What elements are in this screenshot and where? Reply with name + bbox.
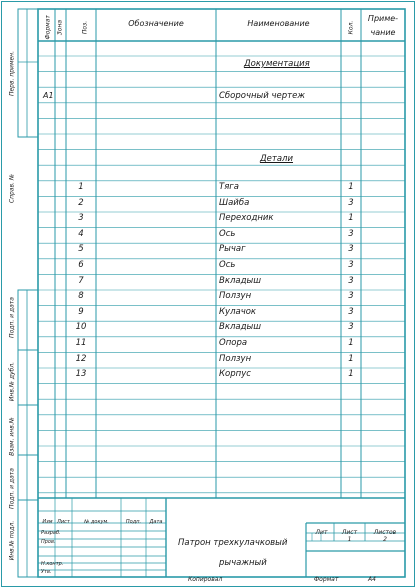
footer-format-value: А4 (368, 576, 376, 583)
label-podp-data-2: Подп. и дата (8, 468, 16, 509)
part-pos: 2 (78, 197, 84, 208)
label-perv-primen: Перв. примен. (8, 50, 16, 97)
tb-title-line2: рычажный (219, 558, 267, 568)
part-name: Ползун (219, 353, 252, 364)
tb-doc-no: № докум. (84, 519, 109, 525)
tb-sheets: Листов (373, 529, 397, 536)
header-format: Формат (44, 15, 52, 40)
part-name: Рычаг (219, 244, 246, 255)
tb-n-kontr: Н.контр. (41, 561, 64, 567)
part-pos: 7 (78, 275, 84, 286)
part-pos: 5 (78, 244, 84, 255)
header-note-line1: Приме- (367, 14, 399, 23)
label-vzam-inv: Взам. инв.№ (8, 417, 16, 456)
tb-list: Лист (57, 519, 70, 525)
part-pos: 12 (75, 353, 87, 364)
part-pos: 3 (78, 213, 84, 224)
part-name: Ось (219, 260, 236, 270)
part-name: Переходник (219, 213, 274, 224)
footer-copied: Копировал (188, 576, 223, 583)
label-podp-data-1: Подп. и дата (8, 297, 16, 338)
part-qty: 3 (348, 260, 354, 270)
header-name: Наименование (247, 19, 310, 28)
part-pos: 6 (78, 260, 84, 270)
tb-utv: Утв. (41, 569, 52, 575)
tb-data: Дата (149, 519, 163, 525)
header-note-line2: чание (370, 28, 396, 37)
label-inv-dubl: Инв.№ дубл. (8, 361, 16, 402)
footer-format: Формат (314, 576, 339, 583)
tb-title-line1: Патрон трехкулачковый (178, 538, 288, 548)
part-qty: 1 (348, 213, 354, 224)
part-name: Шайба (219, 197, 250, 208)
tb-sheet: Лист (341, 529, 358, 536)
section-details: Детали (260, 154, 293, 164)
part-name: Опора (219, 338, 248, 348)
part-pos: 1 (78, 182, 84, 192)
part-pos: 11 (75, 338, 87, 348)
part-name: Ось (219, 228, 236, 239)
part-name: Корпус (219, 369, 251, 380)
header-qty: Кол. (347, 20, 355, 35)
part-qty: 3 (348, 197, 354, 208)
part-qty: 3 (348, 228, 354, 239)
part-qty: 1 (348, 369, 354, 380)
part-name: Вкладыш (219, 275, 261, 286)
part-name: Вкладыш (219, 322, 261, 333)
tb-izm: Изм (42, 519, 53, 525)
part-pos: 8 (78, 291, 84, 302)
part-name: Ползун (219, 291, 252, 302)
header-pos: Поз. (81, 20, 89, 35)
part-name: Тяга (219, 182, 239, 192)
part-qty: 3 (348, 275, 354, 286)
label-inv-podl: Инв.№ подл. (8, 520, 16, 561)
part-qty: 1 (348, 338, 354, 348)
tb-sheets-value: 2 (383, 536, 387, 543)
doc-format: A1 (43, 91, 54, 100)
tb-lit: Лит (315, 529, 328, 536)
section-documentation: Документация (244, 59, 310, 69)
label-sprav-no: Справ. № (8, 173, 16, 204)
part-qty: 3 (348, 291, 354, 302)
part-name: Кулачок (219, 306, 257, 317)
header-zone: Зона (56, 19, 64, 36)
doc-name: Сборочный чертеж (219, 91, 305, 101)
part-pos: 9 (78, 306, 84, 317)
part-qty: 3 (348, 244, 354, 255)
tb-podp: Подп. (125, 519, 142, 525)
tb-sheet-value: 1 (347, 536, 352, 543)
part-pos: 13 (75, 369, 87, 380)
part-pos: 10 (75, 322, 87, 333)
part-qty: 3 (348, 322, 354, 333)
part-qty: 3 (348, 306, 354, 317)
part-qty: 1 (348, 353, 354, 364)
tb-razrab: Разраб. (41, 530, 61, 536)
tb-prov: Пров. (41, 539, 56, 545)
header-designation: Обозначение (128, 19, 184, 28)
part-qty: 1 (348, 182, 354, 192)
part-pos: 4 (78, 228, 84, 239)
